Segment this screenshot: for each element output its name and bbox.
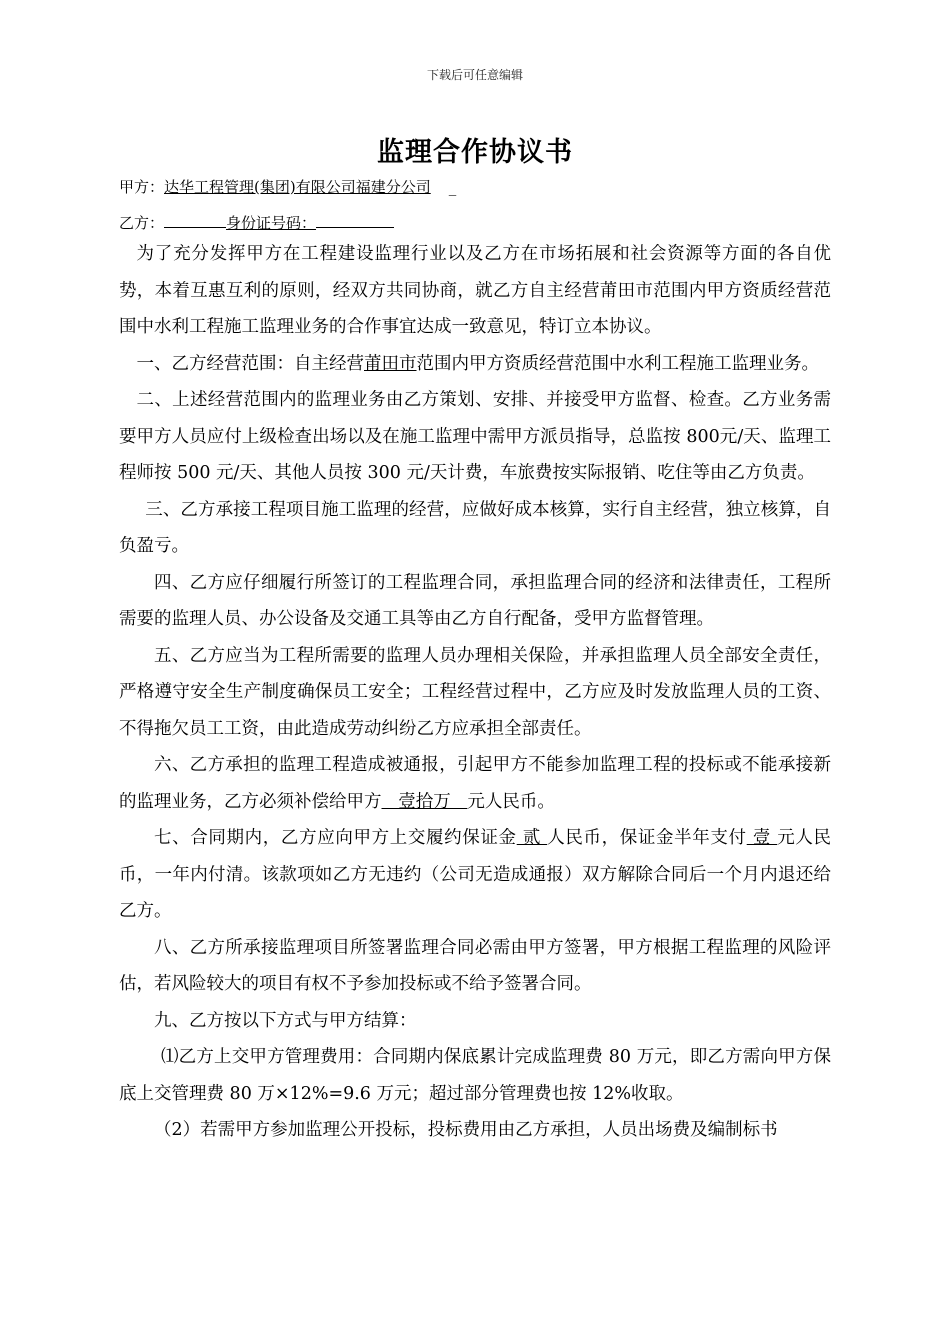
agreement-body	[119, 236, 831, 1149]
clause-9: 九、乙方按以下方式与甲方结算：	[154, 1010, 417, 1031]
clause-7-deposit-amount: 贰	[516, 828, 548, 848]
party-a-name: 达华工程管理(集团)有限公司福建分公司	[164, 178, 431, 196]
clause-7	[119, 820, 831, 930]
party-b-id-label: 身份证号码：	[226, 214, 317, 232]
clause-9-item-1: ⑴乙方上交甲方管理费用：合同期内保底累计完成监理费 80 万元，即乙方需向甲方保底上交管理费 80 万×12%=9.6 万元；超过部分管理费也按 12%收取。	[119, 1047, 831, 1104]
clause-8: 八、乙方所承接监理项目所签署监理合同必需由甲方签署，甲方根据工程监理的风险评估，若风险较大的项目有权不予参加投标或不给予签署合同。	[119, 937, 831, 994]
party-b-label: 乙方：	[119, 214, 165, 232]
clause-4: 四、乙方应仔细履行所签订的工程监理合同，承担监理合同的经济和法律责任，工程所需要的监理人员、办公设备及交通工具等由乙方自行配备，受甲方监督管理。	[119, 572, 831, 629]
clause-7-text-c: 元人民币，一年内付清。该款项如乙方无违约（公司无造成通报）双方解除合同后一个月内退还给乙方。	[119, 828, 832, 921]
header-note: 下载后可任意编辑	[426, 68, 523, 82]
clause-6	[119, 747, 831, 820]
party-b-line	[119, 212, 394, 233]
clause-1-city: 莆田市	[364, 353, 417, 374]
clause-7-text-a: 七、合同期内，乙方应向甲方上交履约保证金	[154, 828, 517, 848]
clause-1	[119, 346, 831, 383]
clause-6-amount: 壹拾万	[381, 791, 468, 812]
clause-1-text-b: 范围内甲方资质经营范围中水利工程施工监理业务。	[416, 353, 819, 374]
clause-9-item-2: （2）若需甲方参加监理公开投标，投标费用由乙方承担，人员出场费及编制标书	[154, 1120, 778, 1140]
clause-7-text-b: 人民币，保证金半年支付	[547, 828, 747, 848]
clause-1-text-a: 一、乙方经营范围：自主经营	[136, 353, 364, 374]
clause-7-half-year-amount: 壹	[746, 828, 778, 848]
clause-2: 二、上述经营范围内的监理业务由乙方策划、安排、并接受甲方监督、检查。乙方业务需要甲方人员应付上级检查出场以及在施工监理中需甲方派员指导，总监按 800元/天、监理工程师按 500 元/天、其他人员按 300 元/天计费，车旅费按实际报销、吃住等由乙方负责。	[119, 390, 831, 483]
clause-5: 五、乙方应当为工程所需要的监理人员办理相关保险，并承担监理人员全部安全责任，严格遵守安全生产制度确保员工安全；工程经营过程中，乙方应及时发放监理人员的工资、不得拖欠员工工资，由此造成劳动纠纷乙方应承担全部责任。	[119, 645, 831, 739]
party-b-id-blank	[316, 213, 394, 228]
party-a-line	[119, 176, 456, 197]
clause-6-text-a: 六、乙方承担的监理工程造成被通报，引起甲方不能参加监理工程的投标或不能承接新的监理业务，乙方必须补偿给甲方	[119, 755, 831, 812]
clause-6-text-b: 元人民币。	[467, 791, 555, 812]
party-b-name-blank	[164, 213, 226, 228]
intro-paragraph: 为了充分发挥甲方在工程建设监理行业以及乙方在市场拓展和社会资源等方面的各自优势，本着互惠互利的原则，经双方共同协商，就乙方自主经营莆田市范围内甲方资质经营范围中水利工程施工监理业务的合作事宜达成一致意见，特订立本协议。	[119, 244, 831, 337]
party-a-trail: _	[448, 178, 457, 196]
party-a-label: 甲方：	[119, 178, 165, 196]
clause-3: 三、乙方承接工程项目施工监理的经营，应做好成本核算，实行自主经营，独立核算，自负盈亏。	[119, 499, 831, 556]
page-title: 监理合作协议书	[377, 137, 573, 168]
